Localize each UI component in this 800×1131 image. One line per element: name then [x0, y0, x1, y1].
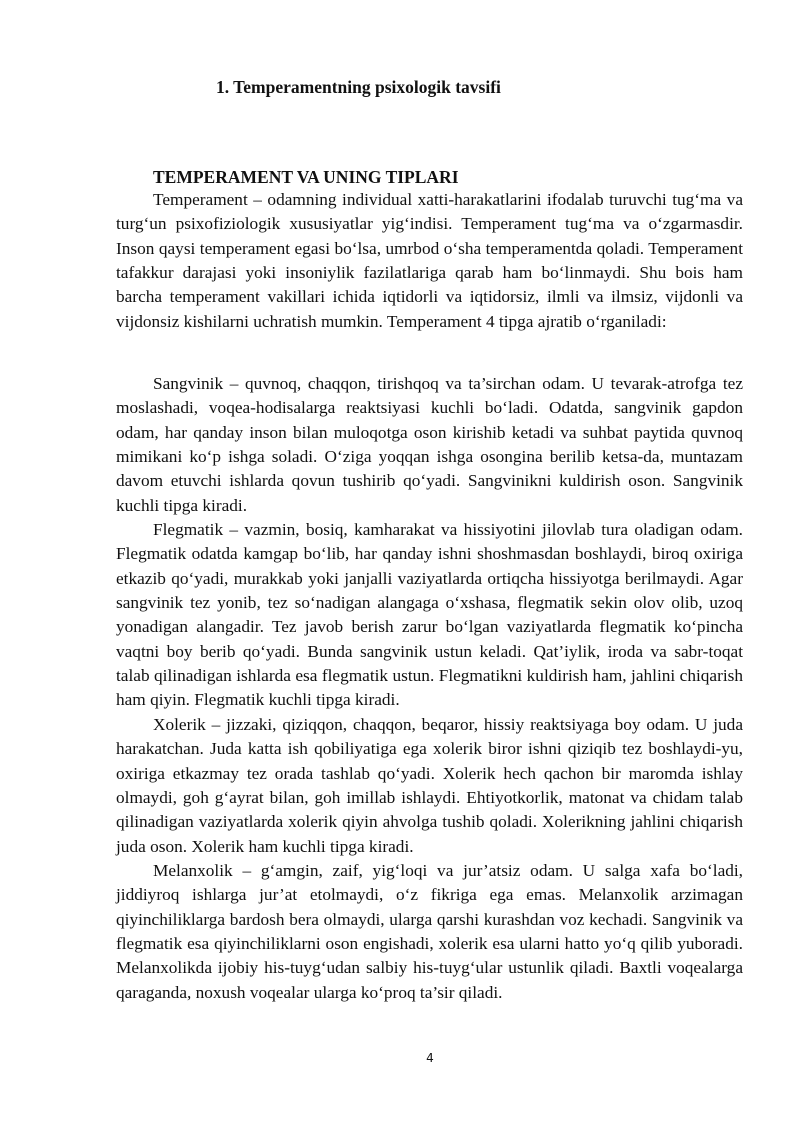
paragraph-flegmatik: Flegmatik – vazmin, bosiq, kamharakat va hissiyotini jilovlab tura oladigan odam. Flegmatik odatda kamgap bo‘lib, har qanday ishni shoshmasdan boshlaydi, biroq oxiriga etkazib qo‘yadi, murakkab yoki janjalli vaziyatlarda ortiqcha hissiyotga berilmaydi. Agar sangvinik tez yonib, tez so‘nadigan alangaga o‘xshasa, flegmatik sekin olov olib, uzoq yonadigan alangadir. Tez javob berish zarur bo‘lgan vaziyatlarda flegmatik ko‘pincha vaqtni boy berib qo‘yadi. Bunda sangvinik ustun keladi. Qat’iylik, iroda va sabr-toqat talab qilinadigan ishlarda esa flegmatik ustun. Flegmatikni kuldirish ham, jahlini chiqarish ham qiyin. Flegmatik kuchli tipga kiradi. — [116, 520, 743, 710]
section-heading: TEMPERAMENT VA UNING TIPLARI — [153, 167, 459, 187]
temperament-types-block — [116, 372, 743, 1005]
paragraph-sangvinik: Sangvinik – quvnoq, chaqqon, tirishqoq va ta’sirchan odam. U tevarak-atrofga tez moslashadi, voqea-hodisalarga reaktsiyasi kuchli bo‘ladi. Odatda, sangvinik gapdon odam, har qanday inson bilan muloqotga oson kirishib ketadi va suhbat paytida quvnoq mimikani ko‘p ishga soladi. O‘ziga yoqqan ishga osongina berilib ketsa-da, muntazam davom etuvchi ishlarda qovun tushirib qo‘yadi. Sangvinikni kuldirish oson. Sangvinik kuchli tipga kiradi. — [116, 374, 743, 515]
paragraph-xolerik: Xolerik – jizzaki, qiziqqon, chaqqon, beqaror, hissiy reaktsiyaga boy odam. U juda harakatchan. Juda katta ish qobiliyatiga ega xolerik biror ishni qiziqib tez boshlaydi-yu, oxiriga etkazmay tez orada tashlab qo‘yadi. Xolerik hech qachon bir maromda ishlay olmaydi, goh g‘ayrat bilan, goh imillab ishlaydi. Ehtiyotkorlik, matonat va chidam talab qilinadigan vaziyatlarda xolerik qiyin ahvolga tushib qoladi. Xolerikning jahlini chiqarish juda oson. Xolerik ham kuchli tipga kiradi. — [116, 714, 743, 856]
intro-paragraph: Temperament – odamning individual xatti-harakatlarini ifodalab turuvchi tug‘ma va turg‘un psixofiziologik xususiyatlar yig‘indisi. Temperament tug‘ma va o‘zgarmasdir. Inson qaysi temperament egasi bo‘lsa, umrbod o‘sha temperamentda qoladi. Temperament tafakkur darajasi yoki insoniylik fazilatlariga qarab ham bo‘linmaydi. Shu bois ham barcha temperament vakillari ichida iqtidorli va iqtidorsiz, ilmli va ilmsiz, vijdonli va vijdonsiz kishilarni uchratish mumkin. Temperament 4 tipga ajratib o‘rganiladi: — [116, 190, 743, 331]
page-number: 4 — [426, 1051, 434, 1065]
paragraph-melanxolik: Melanxolik – g‘amgin, zaif, yig‘loqi va jur’atsiz odam. U salga xafa bo‘ladi, jiddiyroq ishlarga jur’at etolmaydi, o‘z fikriga ega emas. Melanxolik arzimagan qiyinchiliklarga bardosh bera olmaydi, ularga qarshi kurashdan voz kechadi. Sangvinik va flegmatik esa qiyinchiliklarni oson engishadi, xolerik esa ularni hatto yo‘q qilib yuboradi. Melanxolikda ijobiy his-tuyg‘udan salbiy his-tuyg‘ular ustunlik qiladi. Baxtli voqealarga qaraganda, noxush voqealar ularga ko‘proq ta’sir qiladi. — [116, 860, 743, 1002]
intro-block — [116, 188, 743, 334]
chapter-title: 1. Temperamentning psixologik tavsifi — [216, 77, 501, 97]
